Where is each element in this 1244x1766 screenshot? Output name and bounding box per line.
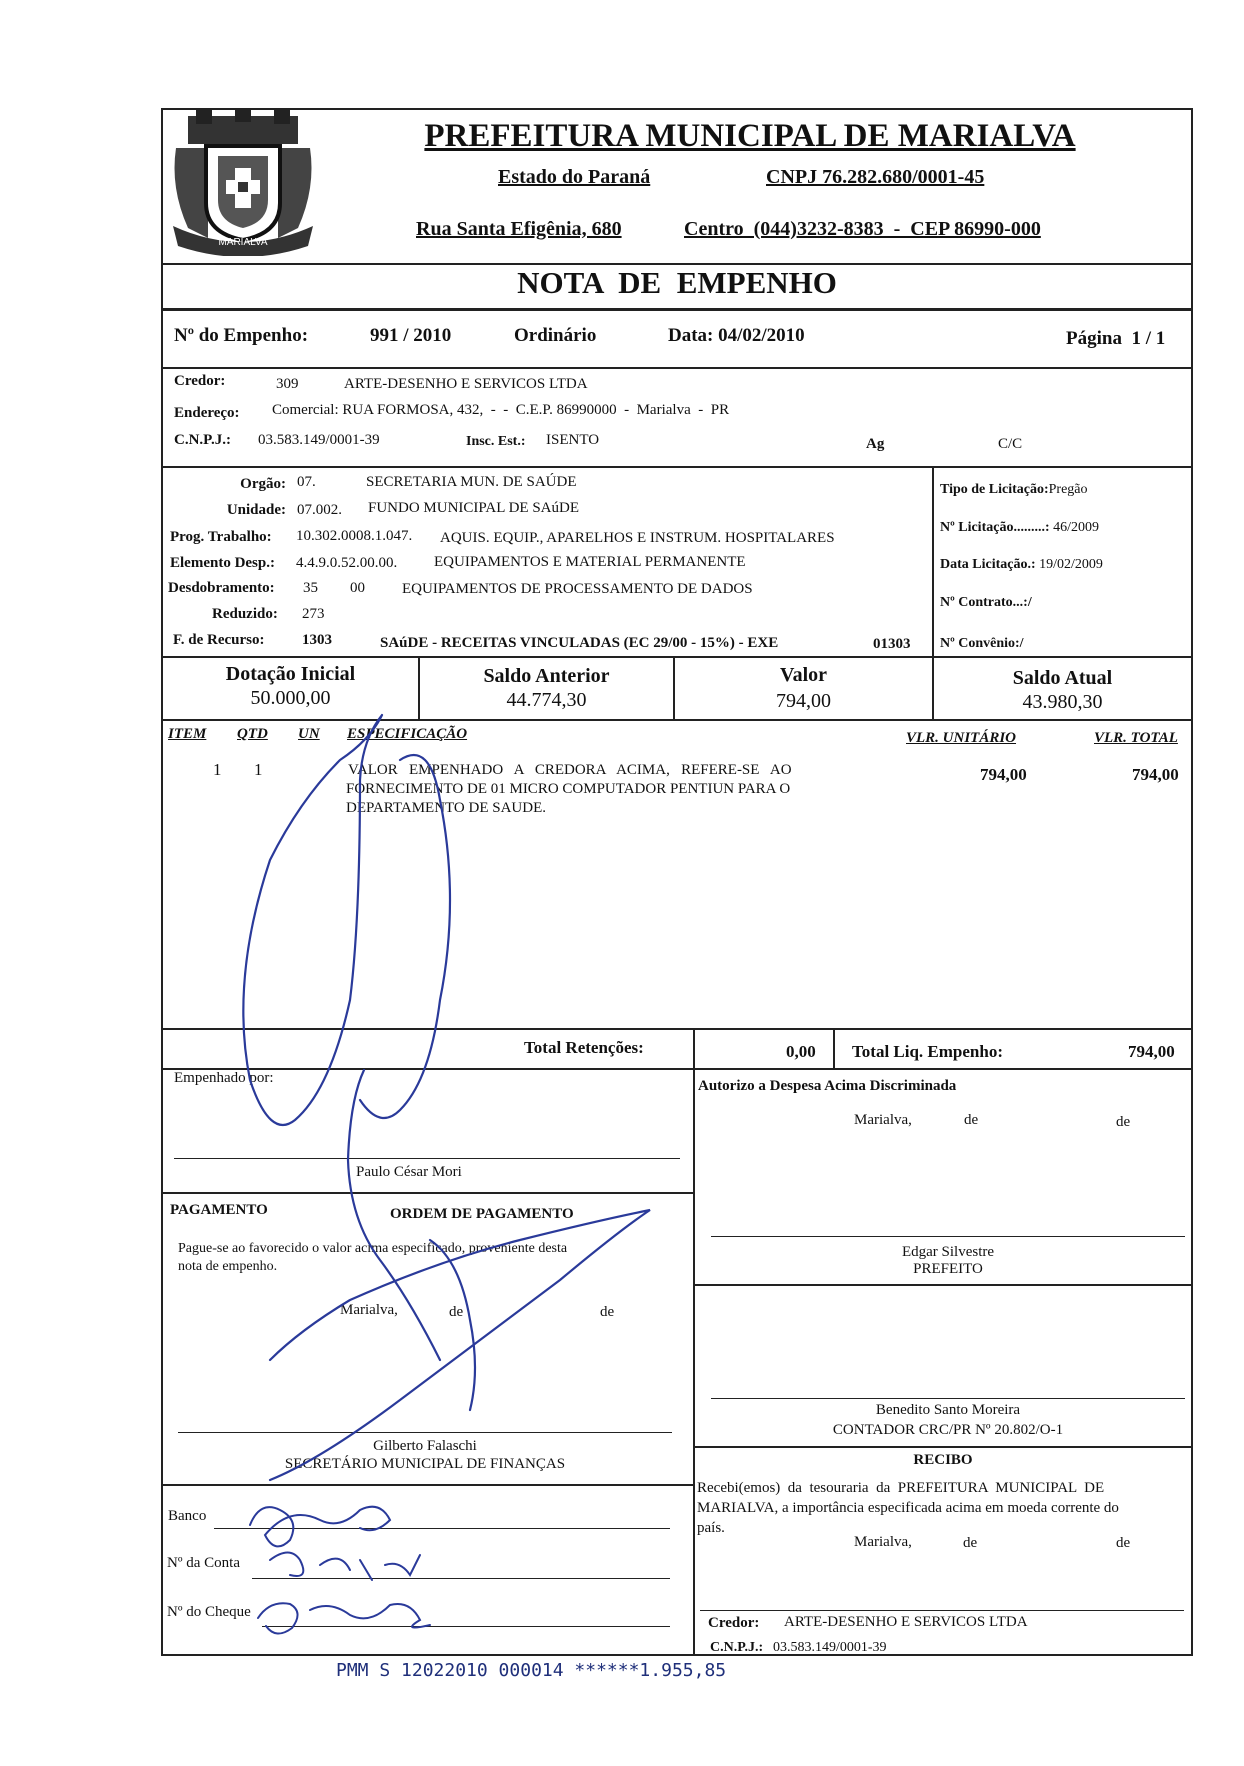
num-licitacao [940,520,1099,536]
valor-value: 794,00 [776,690,831,712]
saldo-anterior-label: Saldo Anterior [483,665,610,687]
divider-credor [161,466,1193,468]
autorizo-de2: de [1116,1114,1131,1130]
elemento-label: Elemento Desp.: [170,555,275,571]
num-licitacao-label: Nº Licitação.........: [940,520,1050,535]
orgao-label: Orgão: [240,476,286,492]
saldo-atual-value: 43.980,30 [1022,691,1103,713]
prog-code: 10.302.0008.1.047. [296,528,413,544]
cnpj-label: C.N.P.J.: [174,432,231,448]
recibo-place: Marialva, [854,1534,912,1550]
header-cnpj: CNPJ 76.282.680/0001-45 [766,166,985,188]
tipo-licitacao-label-text: Tipo de Licitação: [940,482,1049,497]
secretario-sign-line [178,1432,672,1433]
data-licitacao-label: Data Licitação.: [940,557,1036,572]
saldo-anterior-value: 44.774,30 [506,689,587,711]
address-label: Endereço: [174,405,240,421]
bank-stamp: PMM S 12022010 000014 ******1.955,85 [336,1660,727,1681]
credor-insc: ISENTO [546,432,600,448]
total-liq-label: Total Liq. Empenho: [852,1042,1003,1061]
conta-line [252,1578,670,1579]
divider-saldos [161,719,1193,721]
item-qtd: 1 [254,760,263,779]
fonte-number: 01303 [873,636,911,652]
fonte-code: 1303 [302,632,332,648]
elemento-code: 4.4.9.0.52.00.00. [296,555,398,571]
retencoes-label: Total Retenções: [524,1038,644,1057]
recibo-de1: de [963,1535,978,1551]
recibo-de2: de [1116,1535,1131,1551]
cheque-label: Nº do Cheque [167,1604,251,1620]
valor-label: Valor [779,664,828,686]
empenhado-label: Empenhado por: [174,1070,274,1086]
item-total-value: 794,00 [1132,765,1179,784]
recibo-sign-line [700,1610,1184,1611]
empenho-number: 991 / 2010 [370,325,452,346]
unidade-label: Unidade: [226,502,286,518]
dotacao-value: 50.000,00 [250,687,331,709]
convenio: Nº Convênio:/ [940,636,1024,651]
divider-autorizo [693,1284,1193,1286]
col-un: UN [298,726,320,742]
prefeito-sign-line [711,1236,1185,1237]
contador-sign-line [711,1398,1185,1399]
desdobramento-code: 35 [303,580,318,596]
recibo-credor-name: ARTE-DESENHO E SERVICOS LTDA [784,1614,1028,1630]
secretario-name: Gilberto Falaschi [373,1438,477,1454]
item-desc-line3: DEPARTAMENTO DE SAUDE. [346,800,546,816]
divider-title [161,308,1193,311]
fonte-label: F. de Recurso: [173,632,265,648]
divider-items [161,1028,1193,1030]
divider-totals [161,1068,1193,1070]
vdiv-lower [693,1028,695,1656]
credor-label: Credor: [174,373,226,389]
unidade-code: 07.002. [297,502,342,518]
item-desc-line2: FORNECIMENTO DE 01 MICRO COMPUTADOR PENTIUN PARA O [346,781,791,797]
divider-pagamento [161,1484,693,1486]
data-licitacao-value: 19/02/2009 [1039,557,1103,572]
vdiv-totals [833,1028,835,1068]
desdobramento-sub: 00 [350,580,365,596]
orgao-name: SECRETARIA MUN. DE SAÚDE [366,474,577,490]
banco-label: Banco [168,1508,207,1524]
doc-title: NOTA DE EMPENHO [517,265,837,300]
empenhado-sign-line [174,1158,680,1159]
pagamento-label: PAGAMENTO [170,1202,268,1218]
credor-code: 309 [276,376,299,392]
recibo-label: RECIBO [913,1452,973,1468]
divider-budget [161,656,1193,658]
reduzido-value: 273 [302,606,325,622]
ag-label: Ag [866,436,885,452]
unidade-name: FUNDO MUNICIPAL DE SAúDE [368,500,579,516]
pagamento-text1: Pague-se ao favorecido o valor acima especificado, proveniente desta [178,1241,568,1256]
empenho-type: Ordinário [514,325,597,346]
item-desc-line1: VALOR EMPENHADO A CREDORA ACIMA, REFERE-SE AO [348,762,792,778]
desdobramento-label: Desdobramento: [168,580,275,596]
col-vlr-total: VLR. TOTAL [1094,730,1178,746]
cc-label: C/C [998,436,1023,452]
recibo-line2: MARIALVA, a importância especificada acima em moeda corrente do [697,1500,1119,1516]
credor-address: Comercial: RUA FORMOSA, 432, - - C.E.P. 86990000 - Marialva - PR [272,402,730,418]
item-unit-value: 794,00 [980,765,1027,784]
num-licitacao-value: 46/2009 [1053,520,1099,535]
insc-label: Insc. Est.: [466,434,526,449]
recibo-cnpj-label: C.N.P.J.: [710,1640,764,1655]
cheque-line [262,1626,670,1627]
recibo-line1: Recebi(emos) da tesouraria da PREFEITURA MUNICIPAL DE [697,1480,1105,1496]
banco-line [214,1528,670,1529]
tipo-licitacao-value: Pregão [1048,482,1088,497]
recibo-line3: país. [697,1520,725,1536]
secretario-role: SECRETÁRIO MUNICIPAL DE FINANÇAS [284,1456,566,1472]
conta-label: Nº da Conta [167,1555,240,1571]
header-state: Estado do Paraná [498,166,651,188]
recibo-credor-label: Credor: [708,1615,760,1631]
prog-name: AQUIS. EQUIP., APARELHOS E INSTRUM. HOSPITALARES [440,530,835,546]
saldo-atual-label: Saldo Atual [1012,667,1113,689]
col-item: ITEM [168,726,207,742]
contador-name: Benedito Santo Moreira [875,1402,1021,1418]
page-number: Página 1 / 1 [1066,328,1166,349]
pagamento-text2: nota de empenho. [178,1259,278,1274]
col-qtd: QTD [237,726,268,742]
desdobramento-name: EQUIPAMENTOS DE PROCESSAMENTO DE DADOS [402,581,753,597]
empenho-date: Data: 04/02/2010 [668,325,805,346]
divider-empenhado [161,1192,693,1194]
elemento-name: EQUIPAMENTOS E MATERIAL PERMANENTE [434,554,746,570]
col-vlr-unitario: VLR. UNITÁRIO [906,730,1017,746]
seal-banner-text: MARIALVA [218,237,268,248]
prefeito-role: PREFEITO [913,1261,983,1277]
autorizo-label: Autorizo a Despesa Acima Discriminada [698,1078,957,1094]
reduzido-label: Reduzido: [212,606,278,622]
data-licitacao [940,557,1103,573]
total-liq-value: 794,00 [1128,1042,1175,1061]
prog-label: Prog. Trabalho: [170,529,272,545]
header-contact: Centro (044)3232-8383 - CEP 86990-000 [684,218,1041,240]
col-especificacao: ESPECIFICAÇÃO [347,726,468,742]
credor-name: ARTE-DESENHO E SERVICOS LTDA [344,376,588,392]
credor-cnpj: 03.583.149/0001-39 [258,432,380,448]
contador-role: CONTADOR CRC/PR Nº 20.802/O-1 [832,1422,1064,1438]
tipo-licitacao-label [940,482,1088,498]
fonte-name: SAúDE - RECEITAS VINCULADAS (EC 29/00 - 15%) - EXE [380,635,779,651]
empenhado-name: Paulo César Mori [356,1164,462,1180]
pagamento-de2: de [600,1304,615,1320]
divider-empenho [161,367,1193,369]
pagamento-place: Marialva, [340,1302,398,1318]
orgao-code: 07. [297,474,316,490]
autorizo-de1: de [964,1112,979,1128]
retencoes-value: 0,00 [786,1042,816,1061]
header-street: Rua Santa Efigênia, 680 [416,218,622,240]
prefeito-name: Edgar Silvestre [901,1244,995,1260]
empenho-label: Nº do Empenho: [174,325,309,346]
ordem-pagamento-label: ORDEM DE PAGAMENTO [390,1206,574,1222]
header-title: PREFEITURA MUNICIPAL DE MARIALVA [424,118,1076,154]
divider-contador [693,1446,1193,1448]
dotacao-label: Dotação Inicial [225,663,356,685]
item-number: 1 [213,760,222,779]
autorizo-place: Marialva, [854,1112,912,1128]
recibo-cnpj: 03.583.149/0001-39 [773,1640,887,1655]
pagamento-de1: de [449,1304,464,1320]
contrato: Nº Contrato...:/ [940,595,1032,610]
